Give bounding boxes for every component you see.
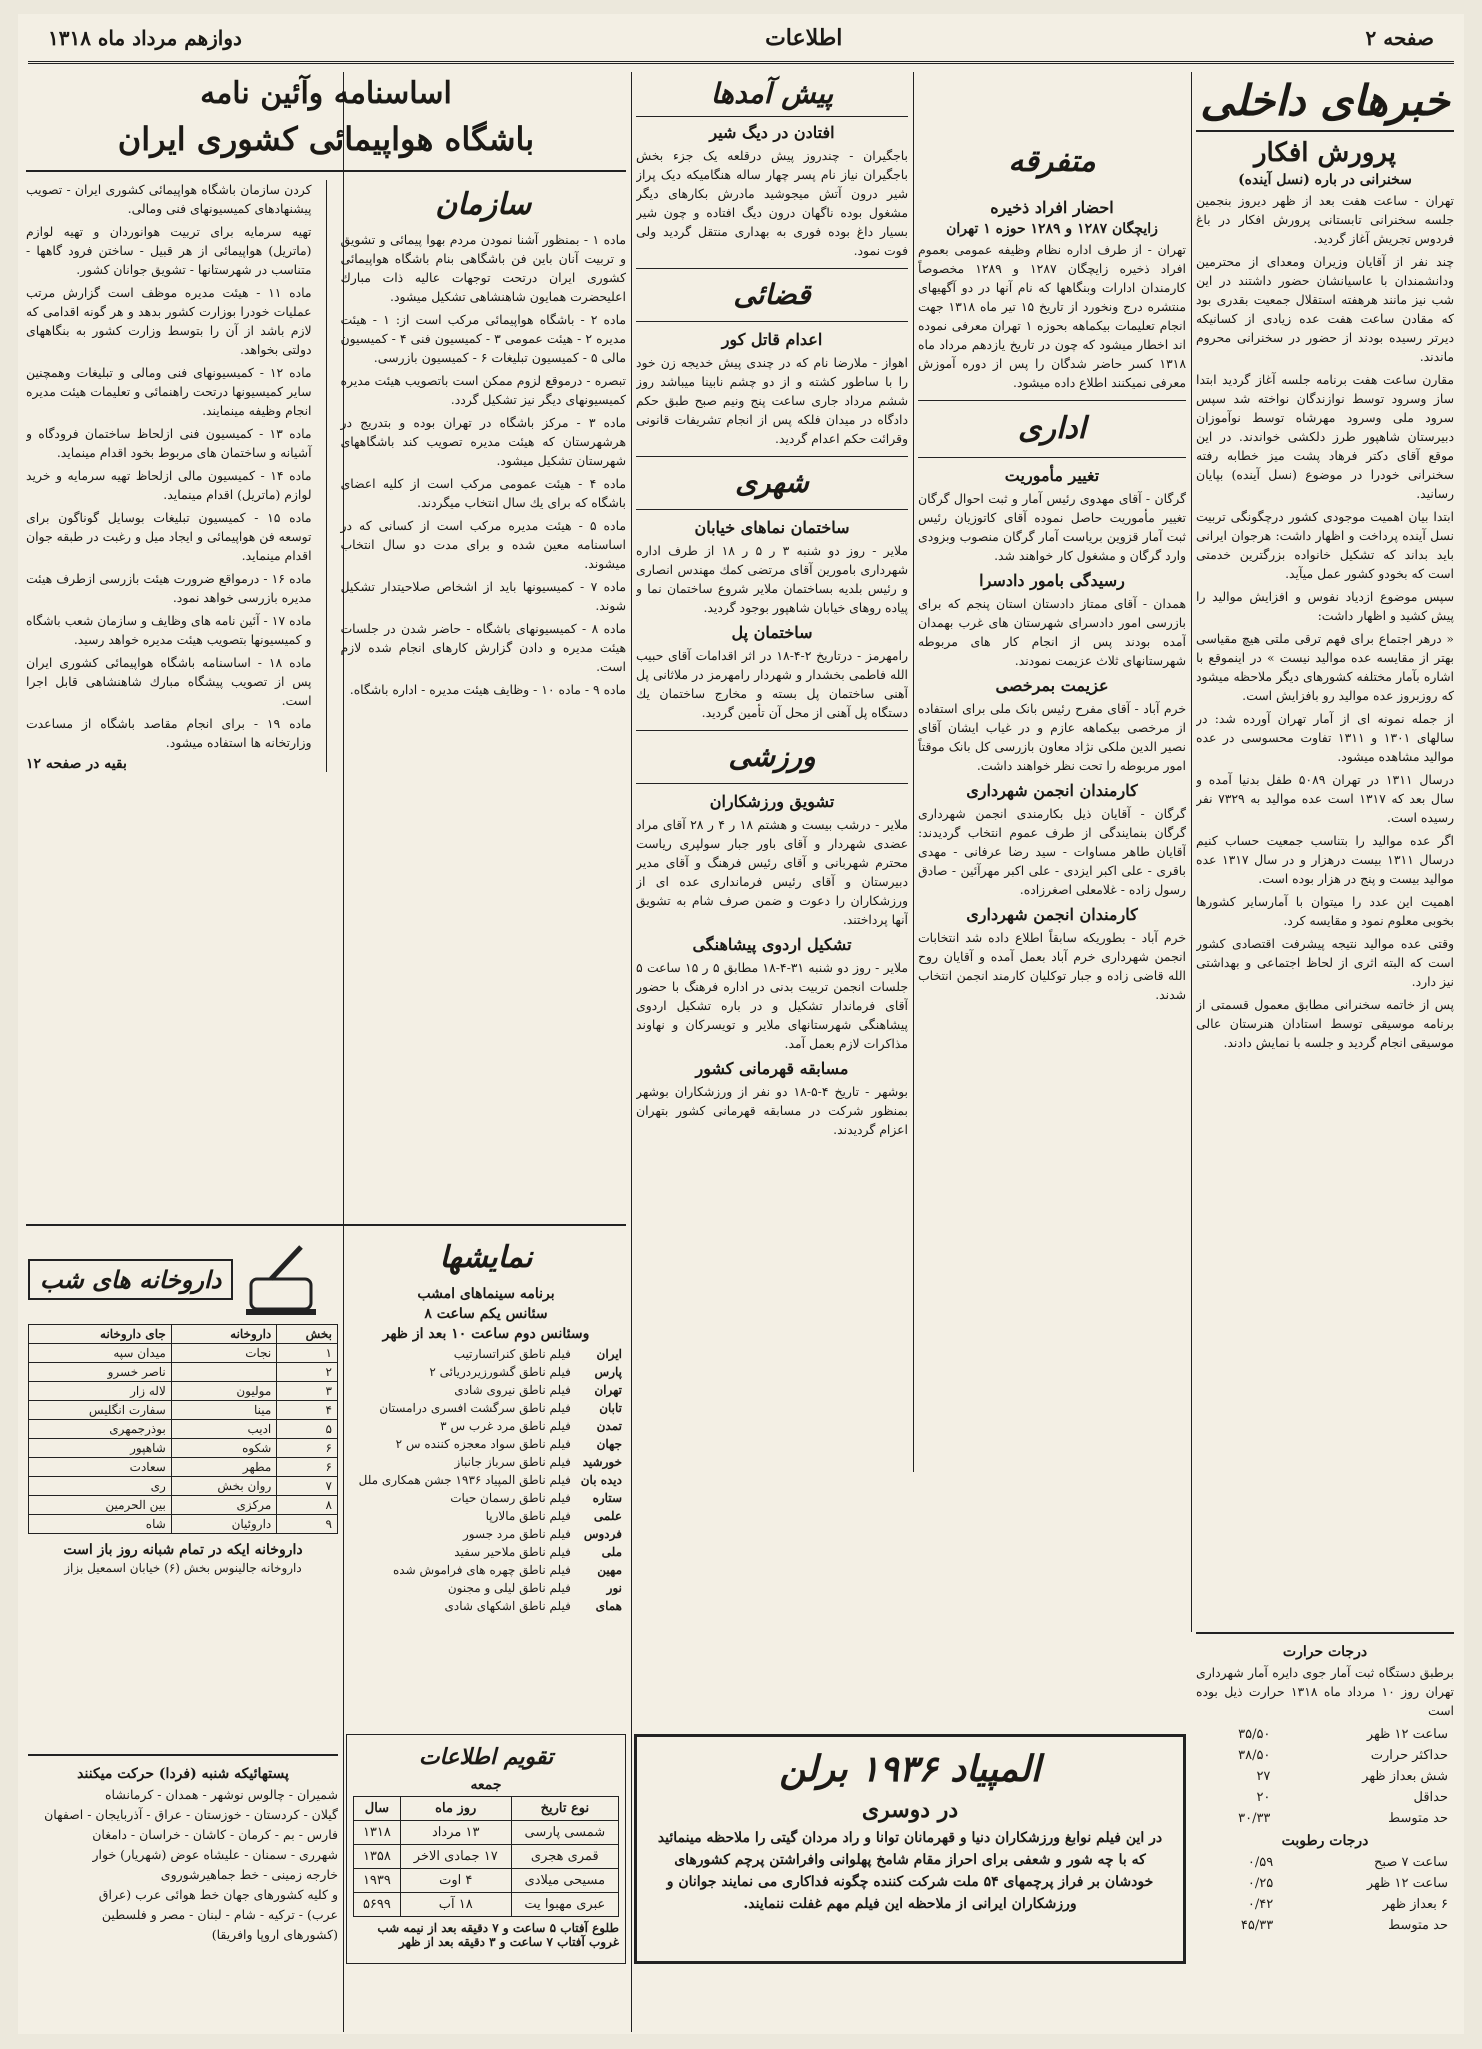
bylaw-title-line1: اساسنامه وآئین نامه	[200, 76, 452, 111]
bylaw-article: ماده ۱۳ - کمیسیون فنی ازلحاظ ساختمان فرودگاه و آشیانه و ساختمان های مربوط بخود اقدام مینماید.	[26, 426, 312, 460]
pharmacy-row	[29, 1382, 338, 1401]
calendar-header: نوع تاریخ	[511, 1797, 618, 1821]
column-rule	[631, 72, 632, 2032]
pharmacy-cell: ۴	[277, 1401, 338, 1420]
humidity-label: ساعت ۷ صبح	[1374, 1855, 1448, 1870]
cinema-film: فیلم ناطق کنراتسارتیب	[453, 1347, 571, 1361]
article-body: ملایر - روز دو شنبه ۳۱-۴-۱۸ مطابق ۵ ر ۱۵ ساعت ۵ جلسات انجمن تربیت بدنی در اداره فرهنگ با حضور آقای فرماندار تشکیل و در باره تشکیل اردوی پیشاهنگی شهرستانهای ملایر و تویسرکان و نهاوند مذاکرات لازم بعمل آمد.	[636, 960, 908, 1051]
pharmacy-cell: مرکزی	[171, 1496, 276, 1515]
article-body: ملایر - درشب بیست و هشتم ۱۸ ر ۴ ر ۲۸ آقای مراد عضدی شهردار و آقای باور جبار سولپری ریاست محترم شهربانی و آقای رئیس فرهنگ و آقای مدیر دبیرستان و آقای رئیس فرمانداری عده ای از ورزشکاران را دعوت و ضمن صرف شام به تشویق آنها پرداختند.	[636, 817, 908, 927]
cinema-row	[346, 1561, 626, 1579]
cinema-row	[346, 1399, 626, 1417]
humidity-label: ساعت ۱۲ ظهر	[1366, 1876, 1448, 1891]
cinema-name: ملی	[601, 1545, 622, 1559]
pharmacy-cell: ۸	[277, 1496, 338, 1515]
bylaw-article: ماده ۷ - کمیسیونها باید از اشخاص صلاحیتدار تشکیل شوند.	[340, 579, 626, 613]
bylaw-article: ماده ۹ - ماده ۱۰ - وظایف هیئت مدیره - اداره باشگاه.	[349, 682, 626, 697]
article-headline: تغییر مأموریت	[1004, 466, 1100, 485]
calendar-cell: ۱۸ آب	[400, 1893, 511, 1917]
article-body: باجگیران - چندروز پیش درقلعه یک جزء بخش باجگیران نیاز نام پسر چهار ساله هنگامیکه دیک پراز شیر درون آتش میجوشید مادرش بکارهای دیگر مشغول بوده ناگهان درون دیگ افتاده و چون شیر بسیار داغ بوده فوری به بهداری منتقل گردید ولی فوت نمود.	[636, 148, 908, 258]
cinema-film: فیلم ناطق مرد جسور	[462, 1527, 571, 1541]
pharmacy-row	[29, 1401, 338, 1420]
post-line: عرب) - ترکیه - شام - لبنان - مصر و فلسطین	[101, 1907, 338, 1922]
article-headline: افتادن در دیگ شیر	[709, 123, 835, 142]
post-line: گیلان - کردستان - خوزستان - عراق - آذربایجان - اصفهان	[44, 1807, 338, 1822]
temperature-row	[1196, 1724, 1454, 1745]
cinema-row	[346, 1525, 626, 1543]
sunset-time: غروب آفتاب ۷ ساعت و ۳ دقیقه بعد از ظهر	[398, 1935, 619, 1949]
cinema-name: فردوس	[583, 1527, 622, 1541]
article-body: همدان - آقای ممتاز دادستان استان پنجم که برای بازرسی امور دادسرای شهرستان های غرب بهمدان آمده بودند پس از انجام کار های مربوطه شهرستانهای ثلاث عزیمت نمودند.	[918, 596, 1186, 668]
article-headline: کارمندان انجمن شهرداری	[966, 905, 1138, 924]
humidity-value: ۰/۵۹	[1247, 1855, 1274, 1870]
domestic-news-column	[1196, 72, 1454, 2032]
events-list	[636, 123, 908, 260]
column-rule	[913, 72, 914, 1472]
pharmacy-row	[29, 1515, 338, 1534]
paper-name: اطلاعات	[765, 24, 843, 51]
cinema-film: فیلم ناطق مرد غرب س ۳	[440, 1419, 571, 1433]
bylaw-article: ماده ۴ - هیئت عمومی مرکب است از کلیه اعضای باشگاه که برای یك سال انتخاب میگردند.	[340, 476, 626, 510]
olympiad-ad	[634, 1734, 1186, 1964]
bylaw-article: ماده ۱۷ - آئین نامه های وظایف و سازمان شعب باشگاه و کمیسیونها بتصویب هیئت مدیره خواهد رسید.	[26, 613, 312, 647]
cinema-film: فیلم ناطق مالارپا	[485, 1509, 571, 1523]
article-paragraph: وقتی عده موالید نتیجه پیشرفت اقتصادی کشور است که البته اثری از لحاظ اجتماعی و بهداشتی نیز دارد.	[1196, 936, 1454, 989]
cinema-film: فیلم ناطق گشورزیردریائی ۲	[429, 1365, 571, 1379]
bylaw-column	[26, 72, 626, 1222]
pharmacy-cell: ادیب	[171, 1420, 276, 1439]
bylaw-article: ماده ۱۵ - کمیسیون تبلیغات بوسایل گوناگون برای توسعه فن هواپیمائی و ایجاد میل و رغبت در طبقه جوان اقدام مینماید.	[26, 510, 312, 563]
city-news-list	[636, 518, 908, 722]
cinema-section	[346, 1234, 626, 1734]
article-body: ملایر - روز دو شنبه ۳ ر ۵ ر ۱۸ از طرف اداره شهرداری بامورین آقای مرتضی کمك مهندس انصاری و رئیس بلدیه بساختمان ملایر شروع ساختمان نما و پیاده روهای خیابان شاهپور بوجود گردید.	[636, 543, 908, 615]
cinema-name: ایران	[596, 1347, 622, 1361]
pharmacy-row	[29, 1496, 338, 1515]
article-headline: ساختمان نماهای خیابان	[694, 518, 850, 537]
humidity-table	[1196, 1852, 1454, 1936]
pharmacy-cell: ۳	[277, 1382, 338, 1401]
pharmacy-cell: سعادت	[29, 1458, 172, 1477]
pharmacy-row	[29, 1477, 338, 1496]
post-line: خارجه زمینی - خط جماهیرشوروی	[160, 1867, 338, 1882]
article-headline: کارمندان انجمن شهرداری	[966, 781, 1138, 800]
temperature-row	[1196, 1787, 1454, 1808]
article-paragraph: اهمیت این عدد را میتوان با آمارسایر کشورها بخوبی معلوم نمود و مقایسه کرد.	[1196, 894, 1454, 928]
cinema-row	[346, 1471, 626, 1489]
post-title: پستهائیکه شنبه (فردا) حرکت میکنند	[77, 1766, 289, 1782]
pharmacy-cell: مطهر	[171, 1458, 276, 1477]
article-body: اهواز - ملارضا نام که در چندی پیش خدیجه زن خود را با ساطور کشته و از دو چشم نابینا میباشد روز ششم مرداد جاری ساعت پنج ونیم صبح طبق حکم دادگاه در میدان فلکه پس از انجام تشریفات قانونی وقرائت حکم اعدام گردید.	[636, 355, 908, 446]
calendar-cell: مسیحی میلادی	[511, 1869, 618, 1893]
article-headline: اعدام قاتل کور	[721, 330, 823, 349]
masthead	[28, 14, 1454, 64]
pharmacy-cell: لاله زار	[29, 1382, 172, 1401]
temperature-value: ۳۵/۵۰	[1238, 1727, 1271, 1742]
cinema-session2: وسئانس دوم ساعت ۱۰ بعد از ظهر	[382, 1326, 590, 1342]
section-divider	[26, 1224, 626, 1226]
pharmacy-cell: ۲	[277, 1363, 338, 1382]
cinema-film: فیلم ناطق سرباز جانباز	[454, 1455, 571, 1469]
pharmacy-table	[28, 1324, 338, 1534]
misc-news-column	[918, 72, 1186, 1632]
bylaw-article: ماده ۲ - باشگاه هواپیمائی مرکب است از: ۱ - هیئت مدیره ۲ - هیئت عمومی ۳ - کمیسیون فنی ۴ - کمیسیون مالی ۵ - کمیسیون تبلیغات ۶ - کمیسیون بازرسی.	[340, 312, 626, 365]
cinema-row	[346, 1597, 626, 1615]
cinema-row	[346, 1381, 626, 1399]
section-title-city: شهری	[636, 456, 908, 510]
humidity-value: ۰/۲۵	[1247, 1876, 1274, 1891]
olympiad-subtitle: در دوسری	[861, 1797, 959, 1823]
cinema-row	[346, 1345, 626, 1363]
pharmacy-row	[29, 1344, 338, 1363]
article-headline: پرورش افکار	[1254, 138, 1396, 168]
temperature-row	[1196, 1808, 1454, 1829]
temperature-value: ۲۰	[1256, 1790, 1271, 1805]
article-paragraph: چند نفر از آقایان وزیران ومعدای از محترمین ودانشمندان با عاسیانشان حضور داشتند در این شب نیز مانند هرهفته استقلال جمعیت بقدری بود که مقادن ساعت هفت عده زیادی از کسانیکه دیرتر رسیده بودند از حضور در سخنرانی محروم ماندند.	[1196, 254, 1454, 364]
cinema-row	[346, 1363, 626, 1381]
calendar-header: روز ماه	[400, 1797, 511, 1821]
cinema-film: فیلم ناطق سواد معجزه کننده س ۲	[395, 1437, 571, 1451]
cinema-film: فیلم ناطق سرگشت افسری درامستان	[379, 1401, 571, 1415]
pharmacy-sign	[28, 1234, 338, 1324]
events-column	[636, 72, 908, 1482]
cinema-name: نور	[606, 1581, 622, 1595]
cinema-row	[346, 1435, 626, 1453]
pharmacy-cell: مینا	[171, 1401, 276, 1420]
calendar-cell: ۱۳ مرداد	[400, 1821, 511, 1845]
cinema-row	[346, 1543, 626, 1561]
cinema-row	[346, 1417, 626, 1435]
article-body: خرم آباد - آقای مفرح رئیس بانک ملی برای استفاده از مرخصی بیکماهه عازم و در غیاب ایشان آقای نصیر الدین ملکی نژاد معاون بازرسی کل بانک موقتاً امور مربوطه را تحت نظر خواهند داشت.	[918, 701, 1186, 773]
article-subhead: سخنرانی در باره (نسل آینده)	[1238, 172, 1412, 188]
calendar-cell: ۱۹۳۹	[354, 1869, 401, 1893]
pharmacy-cell: بوذرجمهری	[29, 1420, 172, 1439]
temperature-value: ۳۰/۳۳	[1238, 1811, 1271, 1826]
calendar-header: سال	[354, 1797, 401, 1821]
pharmacy-cell: شاه	[29, 1515, 172, 1534]
temperature-label: حد متوسط	[1388, 1811, 1448, 1826]
article-paragraph: درسال ۱۳۱۱ در تهران ۵۰۸۹ طفل بدنیا آمده و سال بعد که ۱۳۱۷ است عده موالید به ۷۳۲۹ نفر رسیده است.	[1196, 772, 1454, 825]
weather-intro: برطبق دستگاه ثبت آمار جوی دایره آمار شهرداری تهران روز ۱۰ مرداد ماه ۱۳۱۸ حرارت ذیل بوده است	[1196, 1665, 1454, 1718]
cinema-name: دیده بان	[580, 1473, 622, 1487]
temperature-label: حداکثر حرارت	[1370, 1748, 1448, 1763]
pharmacy-cell: داروئیان	[171, 1515, 276, 1534]
calendar-row	[354, 1869, 619, 1893]
humidity-label: حد متوسط	[1388, 1918, 1448, 1933]
bylaw-article: ماده ۱۴ - کمیسیون مالی ازلحاظ تهیه سرمایه و خرید لوازم (ماتریل) اقدام مینماید.	[26, 468, 312, 502]
temperature-row	[1196, 1745, 1454, 1766]
section-title-admin: اداری	[918, 400, 1186, 458]
temperature-value: ۳۸/۵۰	[1238, 1748, 1271, 1763]
olympiad-title: المپیاد ۱۹۳۶ برلن	[779, 1748, 1041, 1790]
weather-title: درجات حرارت	[1282, 1644, 1368, 1660]
article-paragraph: اگر عده موالید را بتناسب جمعیت حساب کنیم درسال ۱۳۱۱ بیست درهزار و در سال ۱۳۱۷ عده موالید بیست و پنج در هزار بوده است.	[1196, 833, 1454, 886]
pharmacy-row	[29, 1420, 338, 1439]
section-title-judicial: قضائی	[636, 268, 908, 322]
pharmacy-row	[29, 1439, 338, 1458]
bylaw-right-subcolumn	[341, 180, 627, 772]
cinema-film: فیلم ناطق لیلی و مجنون	[447, 1581, 571, 1595]
bylaw-title-line2: باشگاه هواپیمائی کشوری ایران	[26, 116, 626, 172]
bylaw-article: تبصره - درموقع لزوم ممکن است باتصویب هیئت مدیره کمیسیونهای دیگر نیز تشکیل گردد.	[340, 373, 626, 407]
bylaw-article: ماده ۱۱ - هیئت مدیره موظف است گزارش مرتب عملیات خودرا بوزارت کشور بدهد و هر گونه اقدامی که لازم باشد از آن را بتوسط وزارت کشور به بنگاههای دولتی بخواهد.	[26, 285, 312, 357]
cinema-film: فیلم ناطق اشکهای شادی	[444, 1599, 571, 1613]
article-headline: تشویق ورزشکاران	[709, 792, 835, 811]
section-title: خبرهای داخلی	[1196, 72, 1454, 132]
pharmacy-cell: ناصر خسرو	[29, 1363, 172, 1382]
pharmacy-cell: ۱	[277, 1344, 338, 1363]
olympiad-text: در این فیلم نوابغ ورزشکاران دنیا و قهرمانان توانا و راد مردان گیتی را ملاحظه مینمائید که با چه شور و شعفی برای احراز مقام شامخ پهلوانی وافراشتن پرچم کشورهای خودشان بر فراز پرچمهای ۵۴ ملت شرکت کننده چگونه فداکاری می نمایند جوانان و ورزشکاران ایرانی از ملاحظه این فیلم مهم غفلت ننمایند.	[657, 1830, 1163, 1912]
temperature-label: حداقل	[1413, 1790, 1448, 1805]
cinema-row	[346, 1579, 626, 1597]
post-line: شمیران - چالوس نوشهر - همدان - کرمانشاه	[104, 1787, 338, 1802]
page-number: صفحه ۲	[1365, 25, 1434, 50]
pharmacy-cell: نجات	[171, 1344, 276, 1363]
article-body: گرگان - آقایان ذیل بکارمندی انجمن شهرداری گرگان بنمایندگی از طرف عموم انتخاب گردیدند: آقایان طاهر مساوات - سید رضا عرفانی - مهدی باقری - علی اکبر ایزدی - علی اکبر مهرآئین - صادق رسول زاده - غلامعلی اصغرزاده.	[918, 806, 1186, 897]
temperature-label: ساعت ۱۲ ظهر	[1366, 1727, 1448, 1742]
article-paragraph: از جمله نمونه ای از آمار تهران آورده شد: در سالهای ۱۳۰۱ و ۱۳۱۱ تفاوت محسوسی در عده موالید مشاهده میشود.	[1196, 711, 1454, 764]
calendar-cell: ۴ اوت	[400, 1869, 511, 1893]
bylaw-article: ماده ۱۹ - برای انجام مقاصد باشگاه از مساعدت وزارتخانه ها استفاده میشود.	[26, 716, 312, 750]
post-section	[28, 1754, 338, 1974]
pharmacy-cell: ری	[29, 1477, 172, 1496]
humidity-value: ۴۵/۳۳	[1240, 1918, 1274, 1933]
calendar-cell: ۵۶۹۹	[354, 1893, 401, 1917]
article-body: خرم آباد - بطوریکه سابقاً اطلاع داده شد انتخابات انجمن شهرداری خرم آباد بعمل آمده و آقایان روح الله قاضی زاده و جبار توکلیان کارمند انجمن انتخاب شدند.	[918, 930, 1186, 1002]
cinema-program-title: برنامه سینماهای امشب	[417, 1286, 555, 1302]
section-title: متفرقه	[1008, 144, 1096, 179]
post-line: و کلیه کشورهای جهان خط هوائی عرب (عراق	[98, 1887, 338, 1902]
section-title: سازمان	[435, 187, 532, 222]
cinema-name: پارس	[594, 1365, 622, 1379]
bylaw-article: ماده ۳ - مرکز باشگاه در تهران بوده و بتدریج در هرشهرستان که هیئت مدیره تصویب کند باشگاههای شهرستان تشکیل میشود.	[340, 415, 626, 468]
temperature-table	[1196, 1724, 1454, 1829]
bylaw-article: ماده ۱۸ - اساسنامه باشگاه هواپیمائی کشوری ایران پس از تصویب پیشگاه مبارك شاهنشاهی قابل اجرا است.	[26, 655, 312, 708]
pharmacy-cell: ۵	[277, 1420, 338, 1439]
pharmacy-section	[28, 1234, 338, 1734]
pharmacy-cell: میدان سپه	[29, 1344, 172, 1363]
article-paragraph: سپس موضوع ازدیاد نفوس و افزایش موالید را پیش کشید و اظهار داشت:	[1196, 589, 1454, 623]
humidity-label: ۶ بعداز ظهر	[1382, 1897, 1448, 1912]
weather-box	[1196, 1632, 1454, 1936]
pharmacy-cell: سفارت انگلیس	[29, 1401, 172, 1420]
article-headline: ساختمان پل	[731, 623, 813, 642]
calendar-row	[354, 1821, 619, 1845]
cinema-film: فیلم ناطق نیروی شادی	[454, 1383, 571, 1397]
article-headline: تشکیل اردوی پیشاهنگی	[692, 935, 852, 954]
calendar-cell: شمسی پارسی	[511, 1821, 618, 1845]
post-line: شهرری - سمنان - علیشاه عوض (شهریار) خوار	[92, 1847, 338, 1862]
pharmacy-row	[29, 1363, 338, 1382]
cinema-row	[346, 1453, 626, 1471]
cinema-name: جهان	[596, 1437, 622, 1451]
pharmacy-note: داروخانه ایکه در تمام شبانه روز باز است	[63, 1542, 303, 1558]
article-headline: مسابقه قهرمانی کشور	[695, 1059, 849, 1078]
cinema-film: فیلم ناطق چهره های فراموش شده	[393, 1563, 571, 1577]
mortar-pestle-icon	[241, 1239, 321, 1319]
bylaw-article: ماده ۱۶ - درمواقع ضرورت هیئت بازرسی ازطرف هیئت مدیره بازرسی خواهد نمود.	[26, 571, 312, 605]
pharmacy-cell: ۹	[277, 1515, 338, 1534]
calendar-row	[354, 1845, 619, 1869]
calendar-table	[353, 1796, 619, 1917]
article-paragraph: ابتدا بیان اهمیت موجودی کشور درچگونگی تربیت نسل آینده پرداخت و اظهار داشت: هرجوان ایرانی باید بداند که تشکیل خانواده بزرگترین خدمتی است که بخودو کشور عمل میآید.	[1196, 509, 1454, 581]
bylaw-article: ماده ۱۲ - کمیسیونهای فنی ومالی و تبلیغات وهمچنین سایر کمیسیونها درتحت راهنمائی و تعلیمات هیئت مدیره انجام وظیفه مینمایند.	[26, 365, 312, 418]
pharmacy-cell: ۶	[277, 1439, 338, 1458]
article-paragraph: پس از خاتمه سخنرانی مطابق معمول قسمتی از برنامه موسیقی توسط استادان هنرستان عالی موسیقی انجام گردید و جلسه با نمایش دادند.	[1196, 997, 1454, 1050]
cinema-film: فیلم ناطق رسمان حیات	[450, 1491, 571, 1505]
article-headline: عزیمت بمرخصی	[995, 676, 1109, 695]
bylaw-left-subcolumn	[26, 180, 312, 772]
humidity-value: ۰/۴۲	[1247, 1897, 1274, 1912]
article-body: تهران - از طرف اداره نظام وظیفه عمومی بعموم افراد ذخیره زایچگان ۱۲۸۷ و ۱۲۸۹ مخصوصاً کارمندان ادارات وبنگاهها که نام آنها در دو آگهیهای منتشره درج ونخورد از تاریخ ۱۵ تیر ماه ۱۳۱۸ جهت انجام تعلیمات بیکماهه بحوزه ۱ تهران معرفی نموده اند اخطار میشود که چون در تاریخ یازدهم مرداد ماه ۱۳۱۸ کسر حاضر شدگان را پس از دوره آموزش معرفی نمیکنند اطلاع داده میشود.	[918, 242, 1186, 390]
bylaw-article: تهیه سرمایه برای تربیت هوانوردان و تهیه لوازم (ماتریل) هواپیمائی از هر قبیل - ساختن فرود گاهها - متناسب در شهرستانها - تشویق جوانان کشور.	[26, 224, 312, 277]
cinema-table	[346, 1345, 626, 1615]
pharmacy-cell: مولیون	[171, 1382, 276, 1401]
cinema-row	[346, 1507, 626, 1525]
pharmacy-cell: ۶	[277, 1458, 338, 1477]
article-paragraph: مقارن ساعت هفت برنامه جلسه آغاز گردید ابتدا ساز وسرود توسط نوازندگان نواخته شد سپس سرود ملی وسرود مهرشاه توسط نوآموزان دبیرستان شاهپور طرز دلکشی خواندند. در این موقع آقای دکتر فرهاد پشت میز خطابه رفته سخنرانی خودرا در موضوع (نسل آینده) بپایان رسانید.	[1196, 372, 1454, 501]
cinema-name: تابان	[599, 1401, 622, 1415]
pharmacy-cell: شکوه	[171, 1439, 276, 1458]
cinema-name: همای	[595, 1599, 622, 1613]
calendar-cell: عبری مهبوا یت	[511, 1893, 618, 1917]
article-body: گرگان - آقای مهدوی رئیس آمار و ثبت احوال گرگان تغییر مأموریت حاصل نموده آقای کاتوزیان رئیس ثبت آمار قزوین بریاست آمار گرگان منصوب وبزودی وارد گرگان و مشغول کار خواهند شد.	[918, 491, 1186, 563]
cinema-title: نمایشها	[439, 1240, 533, 1275]
temperature-value: ۲۷	[1256, 1769, 1271, 1784]
section-title-sport: ورزشی	[636, 730, 908, 784]
pharmacy-sign-text: داروخانه های شب	[28, 1259, 233, 1300]
calendar-weekday: جمعه	[470, 1777, 502, 1793]
article-paragraph: « درهر اجتماع برای فهم ترقی ملتی هیچ مقیاسی بهتر از مقایسه عده موالید نیست » در اینموقع با اشاره بآمار مختلفه کشورهای دیگر ملاحظه میشود که روزبروز عده موالید رو بافزایش است.	[1196, 631, 1454, 703]
cinema-name: تهران	[594, 1383, 622, 1397]
humidity-row	[1196, 1915, 1454, 1936]
cinema-session1: سئانس یکم ساعت ۸	[424, 1306, 548, 1322]
humidity-title: درجات رطوبت	[1281, 1833, 1369, 1849]
pharmacy-note2: داروخانه جالینوس بخش (۶) خیابان اسمعیل بزاز	[64, 1561, 302, 1575]
post-line: فارس - بم - کرمان - کاشان - خراسان - دامغان	[92, 1827, 338, 1842]
cinema-name: مهین	[597, 1563, 622, 1577]
calendar-cell: ۱۳۱۸	[354, 1821, 401, 1845]
article-headline: رسیدگی بامور دادسرا	[979, 571, 1125, 590]
pharmacy-header: جای داروخانه	[29, 1325, 172, 1344]
article-body: بوشهر - تاریخ ۴-۵-۱۸ دو نفر از ورزشکاران بوشهر بمنظور شرکت در مسابقه قهرمانی کشور بتهران اعزام گردیدند.	[636, 1084, 908, 1137]
cinema-row	[346, 1489, 626, 1507]
pharmacy-header: بخش	[277, 1325, 338, 1344]
temperature-label: شش بعداز ظهر	[1362, 1769, 1448, 1784]
calendar-cell: ۱۷ جمادی الاخر	[400, 1845, 511, 1869]
cinema-name: تمدن	[596, 1419, 622, 1433]
section-title: پیش آمدها	[636, 72, 908, 117]
bylaw-article: کردن سازمان باشگاه هواپیمائی کشوری ایران - تصویب پیشنهادهای کمیسیونهای فنی ومالی.	[26, 182, 312, 216]
humidity-row	[1196, 1873, 1454, 1894]
pharmacy-cell: روان بخش	[171, 1477, 276, 1496]
sport-news-list	[636, 792, 908, 1139]
calendar-box	[346, 1734, 626, 1964]
article-body: رامهرمز - درتاریخ ۲-۴-۱۸ در اثر اقدامات آقای حبیب الله فاطمی بخشدار و شهردار رامهرمز در ملاثانی پل آهنی ساختمان پل بسته و مخارج ساختمان یك دستگاه پل آهنی از محل آن تأمین گردید.	[636, 648, 908, 720]
bylaw-article: ماده ۸ - کمیسیونهای باشگاه - حاضر شدن در جلسات هیئت مدیره و دادن گزارش کارهای انجام شده لازم است.	[340, 621, 626, 674]
temperature-row	[1196, 1766, 1454, 1787]
article-paragraph: تهران - ساعت هفت بعد از ظهر دیروز بنجمین جلسه سخنرانی تابستانی پرورش افکار در باغ فردوس تجریش آغاز گردید.	[1196, 193, 1454, 246]
pharmacy-header: داروخانه	[171, 1325, 276, 1344]
bylaw-article: ماده ۵ - هیئت مدیره مرکب است از کسانی که در اساسنامه معین شده و برای مدت دو سال انتخاب میشوند.	[340, 518, 626, 571]
article-body	[1196, 191, 1454, 1052]
sunrise-time: طلوع آفتاب ۵ ساعت و ۷ دقیقه بعد از نیمه شب	[377, 1921, 619, 1935]
newspaper-page	[18, 14, 1464, 2034]
bylaw-article: ماده ۱ - بمنظور آشنا نمودن مردم بهوا پیمائی و تشویق و تربیت آنان باین فن باشگاهی بنام باشگاه هواپیمائی کشوری ایران درتحت توجهات عالیه ذات مبارك اعلیحضرت همایون شاهنشاهی تشکیل میشود.	[340, 232, 626, 304]
issue-date: دوازهم مرداد ماه ۱۳۱۸	[48, 25, 242, 50]
cinema-name: خورشید	[582, 1455, 622, 1469]
cinema-name: ستاره	[592, 1491, 622, 1505]
admin-news-list	[918, 466, 1186, 1004]
calendar-title: تقویم اطلاعات	[418, 1744, 554, 1770]
pharmacy-cell: بین الحرمین	[29, 1496, 172, 1515]
pharmacy-row	[29, 1458, 338, 1477]
calendar-cell: قمری هجری	[511, 1845, 618, 1869]
continued-note: بقیه در صفحه ۱۲	[26, 756, 127, 772]
column-rule	[1191, 72, 1192, 1632]
humidity-row	[1196, 1852, 1454, 1873]
article-headline: احضار افراد ذخیره	[990, 198, 1114, 217]
cinema-film: فیلم ناطق المپیاد ۱۹۳۶ جشن همکاری ملل	[358, 1473, 571, 1487]
pharmacy-cell: شاهپور	[29, 1439, 172, 1458]
cinema-film: فیلم ناطق ملاحیر سفید	[454, 1545, 571, 1559]
calendar-row	[354, 1893, 619, 1917]
article-subhead: زایچگان ۱۲۸۷ و ۱۲۸۹ حوزه ۱ تهران	[946, 221, 1158, 237]
post-line: (کشورهای اروپا وافریقا)	[211, 1927, 338, 1942]
humidity-row	[1196, 1894, 1454, 1915]
pharmacy-cell	[171, 1363, 276, 1382]
pharmacy-cell: ۷	[277, 1477, 338, 1496]
calendar-cell: ۱۳۵۸	[354, 1845, 401, 1869]
cinema-name: علمی	[593, 1509, 622, 1523]
